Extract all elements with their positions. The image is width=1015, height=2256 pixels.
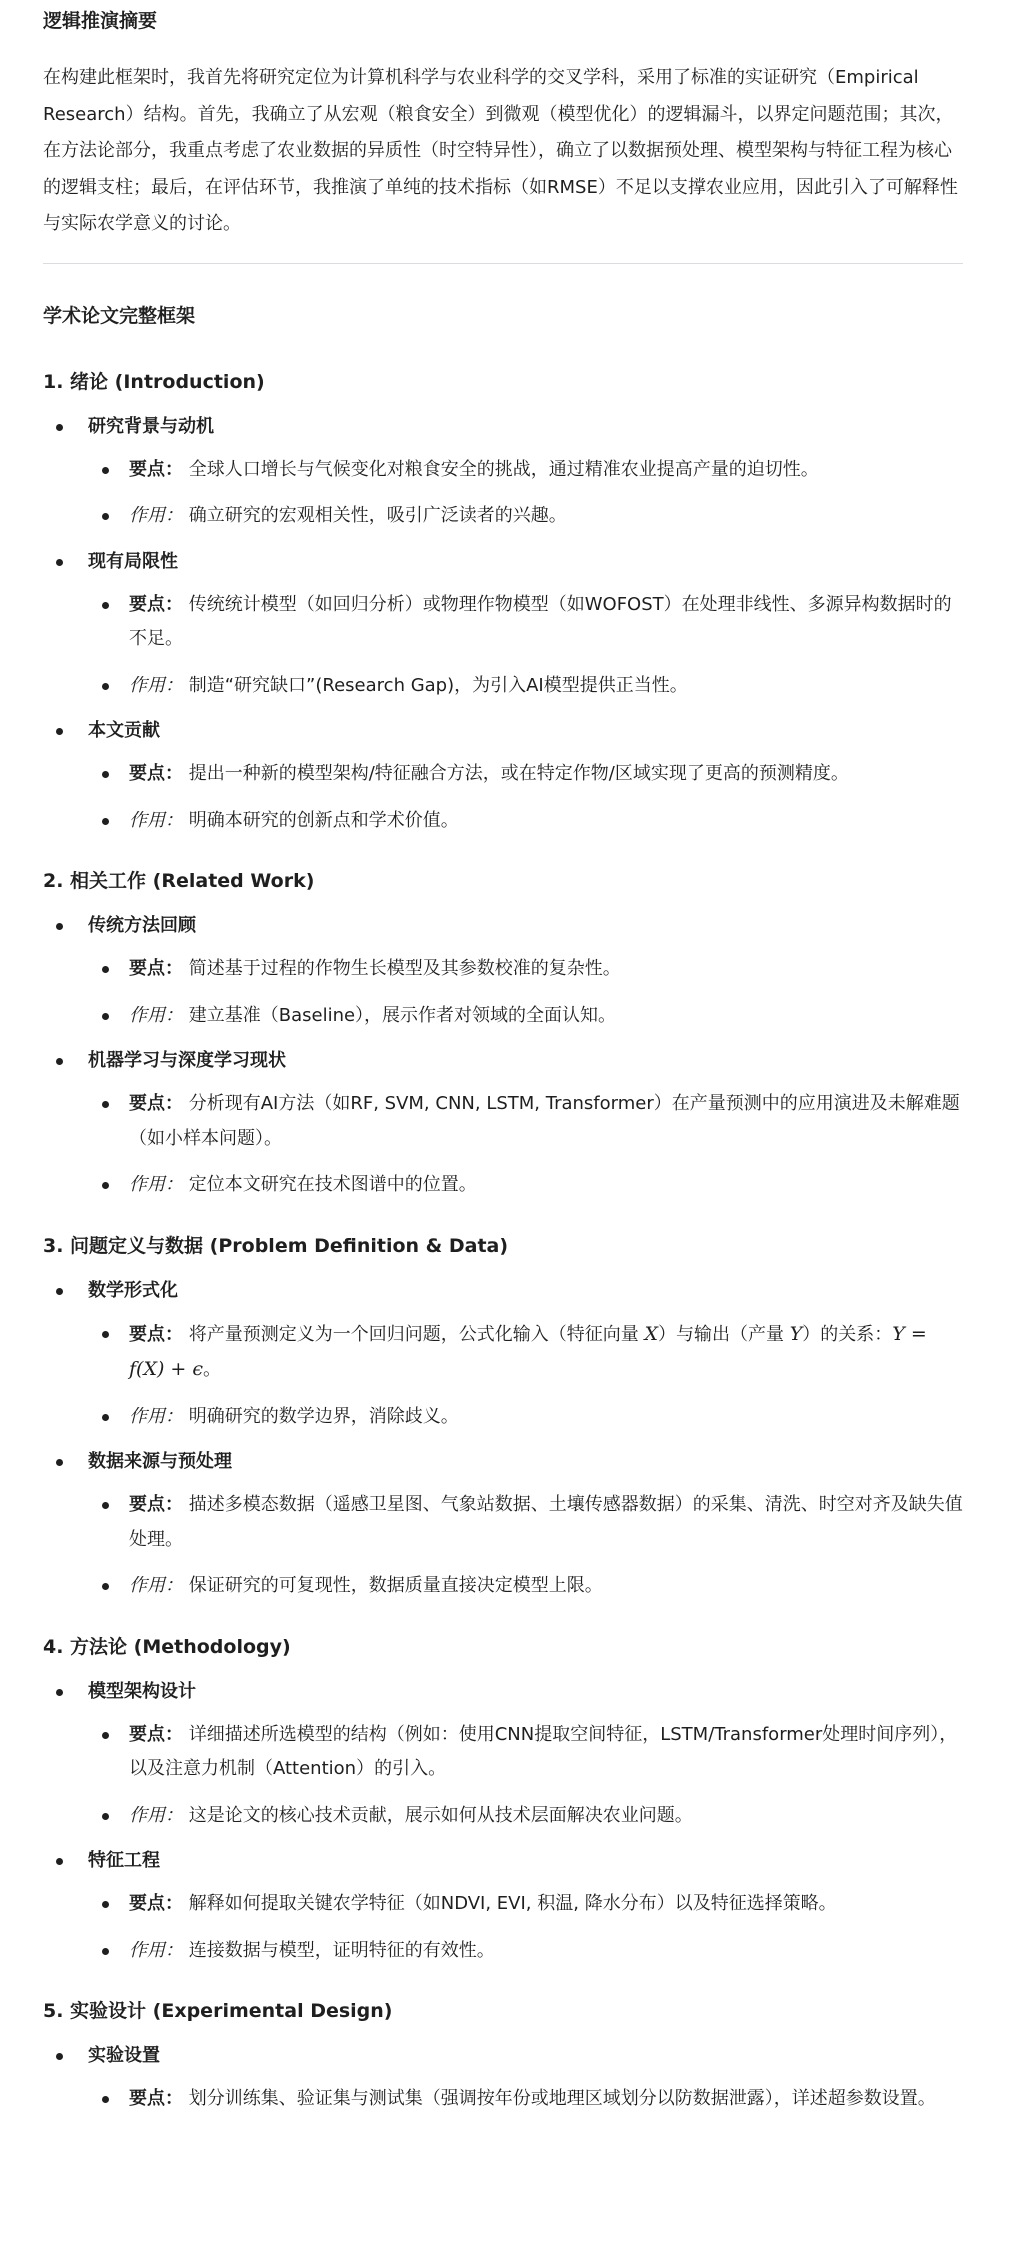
point-item	[88, 1087, 963, 1156]
point-text: 保证研究的可复现性，数据质量直接决定模型上限。	[188, 1575, 603, 1596]
subsection-title: 模型架构设计	[88, 1680, 196, 1702]
math-variable-x: X	[644, 1322, 658, 1345]
point-text: 明确研究的数学边界，消除歧义。	[188, 1405, 459, 1427]
point-item	[88, 669, 963, 704]
subsection-title: 实验设置	[88, 2045, 160, 2066]
section-title: 2. 相关工作 (Related Work)	[43, 870, 315, 892]
point-text: 描述多模态数据（遥感卫星图、气象站数据、土壤传感器数据）的采集、清洗、时空对齐及缺失值处理。	[129, 1494, 963, 1550]
point-label: 作用：	[129, 505, 183, 526]
point-text: 简述基于过程的作物生长模型及其参数校准的复杂性。	[188, 958, 621, 979]
subsection	[43, 1045, 963, 1203]
point-item	[88, 804, 963, 839]
point-label: 作用：	[129, 1405, 183, 1427]
point-item	[88, 1317, 963, 1388]
section-problem-definition	[43, 1231, 963, 1604]
subsection-title: 机器学习与深度学习现状	[88, 1050, 286, 1071]
point-label: 要点：	[129, 458, 183, 480]
point-label: 作用：	[129, 1004, 183, 1026]
point-label: 要点：	[129, 763, 183, 784]
point-label: 要点：	[129, 958, 183, 979]
point-item	[88, 1799, 963, 1834]
subsection	[43, 1275, 963, 1435]
subsection	[43, 910, 963, 1033]
point-label: 作用：	[129, 1939, 183, 1961]
point-label: 要点：	[129, 1323, 183, 1345]
point-label: 要点：	[129, 593, 183, 615]
subsection	[43, 546, 963, 704]
point-label: 要点：	[129, 1494, 183, 1515]
divider	[43, 263, 963, 264]
point-item	[88, 499, 963, 534]
point-label: 要点：	[129, 1723, 183, 1745]
point-label: 作用：	[129, 1804, 183, 1826]
framework-heading: 学术论文完整框架	[43, 304, 196, 327]
point-label: 作用：	[129, 1575, 183, 1596]
point-item	[88, 588, 963, 657]
point-text: 分析现有AI方法（如RF, SVM, CNN, LSTM, Transformer）在产量预测中的应用演进及未解难题（如小样本问题）。	[129, 1093, 960, 1149]
point-item	[88, 1718, 963, 1787]
section-introduction	[43, 367, 963, 839]
subsection	[43, 1676, 963, 1834]
subsection-title: 研究背景与动机	[88, 415, 214, 437]
point-text: ）的关系：	[802, 1323, 893, 1345]
subsection-title: 现有局限性	[88, 550, 178, 572]
point-item	[88, 1488, 963, 1557]
summary-paragraph: 在构建此框架时，我首先将研究定位为计算机科学与农业科学的交叉学科，采用了标准的实证研究（Empirical Research）结构。首先，我确立了从宏观（粮食安全）到微观（模型优化）的逻辑漏斗，以界定问题范围；其次，在方法论部分，我重点考虑了农业数据的异质性（时空特异性），确立了以数据预处理、模型架构与特征工程为核心的逻辑支柱；最后，在评估环节，我推演了单纯的技术指标（如RMSE）不足以支撑农业应用，因此引入了可解释性与实际农学意义的讨论。	[43, 67, 958, 234]
subsection-title: 数据来源与预处理	[88, 1451, 232, 1472]
point-text: 连接数据与模型，证明特征的有效性。	[188, 1939, 495, 1961]
point-text: 解释如何提取关键农学特征（如NDVI, EVI, 积温, 降水分布）以及特征选择策略。	[188, 1893, 837, 1914]
math-variable-y: Y	[789, 1322, 803, 1345]
subsection	[43, 715, 963, 838]
section-experimental-design	[43, 1996, 963, 2117]
section-title: 4. 方法论 (Methodology)	[43, 1635, 291, 1658]
subsection	[43, 411, 963, 534]
point-label: 作用：	[129, 674, 183, 696]
point-label: 要点：	[129, 1893, 183, 1914]
subsection-title: 数学形式化	[88, 1279, 178, 1301]
section-methodology	[43, 1632, 963, 1969]
point-text: 制造“研究缺口”(Research Gap)，为引入AI模型提供正当性。	[188, 674, 688, 696]
section-title: 1. 绪论 (Introduction)	[43, 370, 265, 393]
point-item	[88, 1887, 963, 1922]
subsection	[43, 2040, 963, 2117]
point-text: 这是论文的核心技术贡献，展示如何从技术层面解决农业问题。	[188, 1804, 693, 1826]
point-text: 提出一种新的模型架构/特征融合方法，或在特定作物/区域实现了更高的预测精度。	[188, 763, 849, 784]
subsection-title: 传统方法回顾	[88, 915, 196, 936]
point-text: 划分训练集、验证集与测试集（强调按年份或地理区域划分以防数据泄露），详述超参数设置。	[188, 2088, 936, 2109]
point-label: 要点：	[129, 2088, 183, 2109]
point-text: 建立基准（Baseline），展示作者对领域的全面认知。	[188, 1004, 617, 1026]
point-text: 传统统计模型（如回归分析）或物理作物模型（如WOFOST）在处理非线性、多源异构数据时的不足。	[129, 593, 952, 649]
point-text: 。	[203, 1359, 222, 1380]
math-formula: Y = f(X) + ϵ	[129, 1322, 927, 1380]
point-item	[88, 757, 963, 792]
point-item	[88, 952, 963, 987]
section-title: 5. 实验设计 (Experimental Design)	[43, 2000, 393, 2022]
point-item	[88, 1569, 963, 1604]
point-text: 全球人口增长与气候变化对粮食安全的挑战，通过精准农业提高产量的迫切性。	[188, 458, 819, 480]
summary-heading: 逻辑推演摘要	[43, 10, 158, 32]
subsection	[43, 1446, 963, 1604]
point-item	[88, 2082, 963, 2117]
point-text: 定位本文研究在技术图谱中的位置。	[188, 1174, 477, 1195]
subsection-title: 本文贡献	[88, 720, 160, 741]
point-item	[88, 999, 963, 1034]
subsection	[43, 1845, 963, 1968]
point-item	[88, 1168, 963, 1203]
point-text: 明确本研究的创新点和学术价值。	[188, 809, 459, 831]
subsection-title: 特征工程	[88, 1850, 160, 1871]
point-label: 作用：	[129, 1174, 183, 1195]
point-label: 作用：	[129, 809, 183, 831]
point-item	[88, 453, 963, 488]
point-text: 详细描述所选模型的结构（例如：使用CNN提取空间特征，LSTM/Transformer处理时间序列），以及注意力机制（Attention）的引入。	[129, 1723, 958, 1779]
point-text: 确立研究的宏观相关性，吸引广泛读者的兴趣。	[188, 505, 567, 526]
section-title: 3. 问题定义与数据 (Problem Definition & Data)	[43, 1234, 509, 1257]
point-label: 要点：	[129, 1093, 183, 1114]
point-item	[88, 1934, 963, 1969]
point-item	[88, 1400, 963, 1435]
point-text: ）与输出（产量	[658, 1323, 790, 1345]
point-text: 将产量预测定义为一个回归问题，公式化输入（特征向量	[188, 1323, 645, 1345]
section-related-work	[43, 866, 963, 1203]
